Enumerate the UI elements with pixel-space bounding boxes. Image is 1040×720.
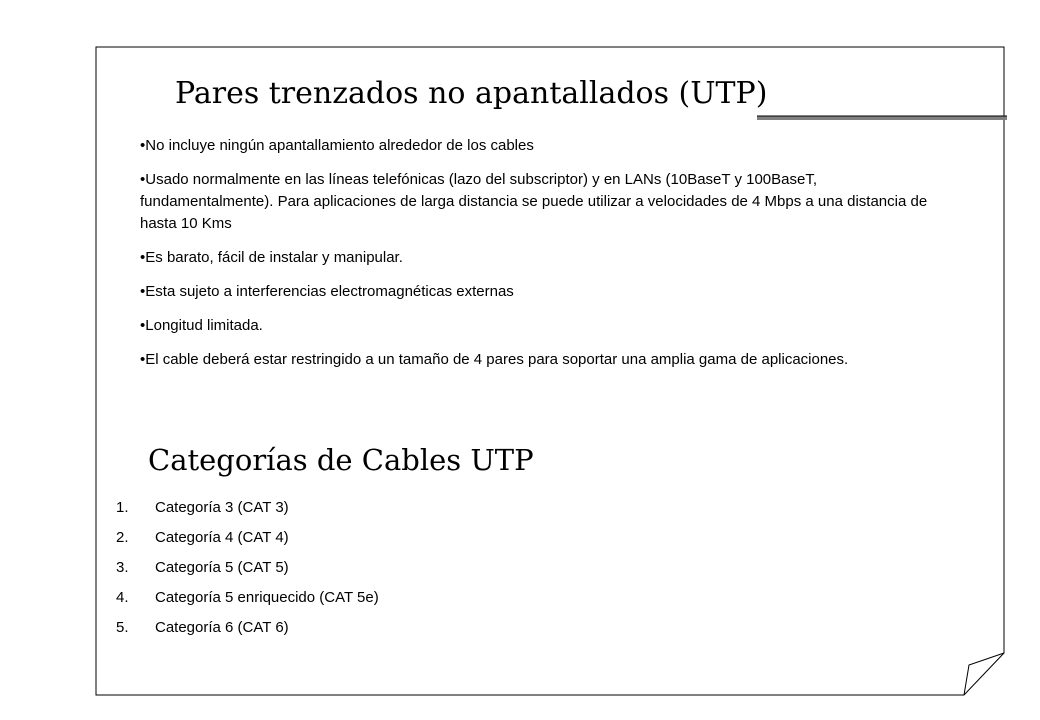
- category-label: Categoría 6 (CAT 6): [155, 619, 289, 636]
- bullet-icon: •: [140, 351, 146, 368]
- bullet-text: Usado normalmente en las líneas telefónicas (lazo del subscriptor) y en LANs (10BaseT y 100BaseT, fundamentalmente). Para aplicaciones de larga distancia se puede utilizar a velocidades de 4 Mbps a una distancia de hasta 10 Kms: [140, 171, 928, 232]
- category-label: Categoría 4 (CAT 4): [155, 529, 289, 546]
- category-label: Categoría 3 (CAT 3): [155, 499, 289, 516]
- category-item: [116, 527, 379, 549]
- category-label: Categoría 5 (CAT 5): [155, 559, 289, 576]
- category-label: Categoría 5 enriquecido (CAT 5e): [155, 589, 379, 606]
- bullet-text: Esta sujeto a interferencias electromagnéticas externas: [145, 283, 514, 300]
- bullet-item: [140, 315, 940, 337]
- bullet-icon: •: [140, 317, 146, 334]
- bullet-item: [140, 169, 940, 235]
- category-list: [116, 497, 379, 647]
- bullet-text: Longitud limitada.: [145, 317, 263, 334]
- bullet-item: [140, 281, 940, 303]
- bullet-item: [140, 135, 940, 157]
- bullet-list: [140, 135, 940, 383]
- bullet-icon: •: [140, 137, 146, 154]
- category-number: 1.: [116, 499, 129, 516]
- category-item: [116, 617, 379, 639]
- category-number: 5.: [116, 619, 129, 636]
- bullet-icon: •: [140, 283, 146, 300]
- category-item: [116, 587, 379, 609]
- page-title: Pares trenzados no apantallados (UTP): [175, 76, 768, 111]
- section-title: Categorías de Cables UTP: [148, 443, 534, 477]
- title-underline-bar: [757, 116, 1007, 120]
- category-number: 4.: [116, 589, 129, 606]
- category-number: 2.: [116, 529, 129, 546]
- bullet-text: No incluye ningún apantallamiento alrededor de los cables: [145, 137, 534, 154]
- category-item: [116, 497, 379, 519]
- bullet-item: [140, 349, 940, 371]
- bullet-item: [140, 247, 940, 269]
- bullet-icon: •: [140, 249, 146, 266]
- category-number: 3.: [116, 559, 129, 576]
- category-item: [116, 557, 379, 579]
- bullet-icon: •: [140, 171, 146, 188]
- bullet-text: El cable deberá estar restringido a un tamaño de 4 pares para soportar una amplia gama de aplicaciones.: [145, 351, 849, 368]
- bullet-text: Es barato, fácil de instalar y manipular.: [145, 249, 403, 266]
